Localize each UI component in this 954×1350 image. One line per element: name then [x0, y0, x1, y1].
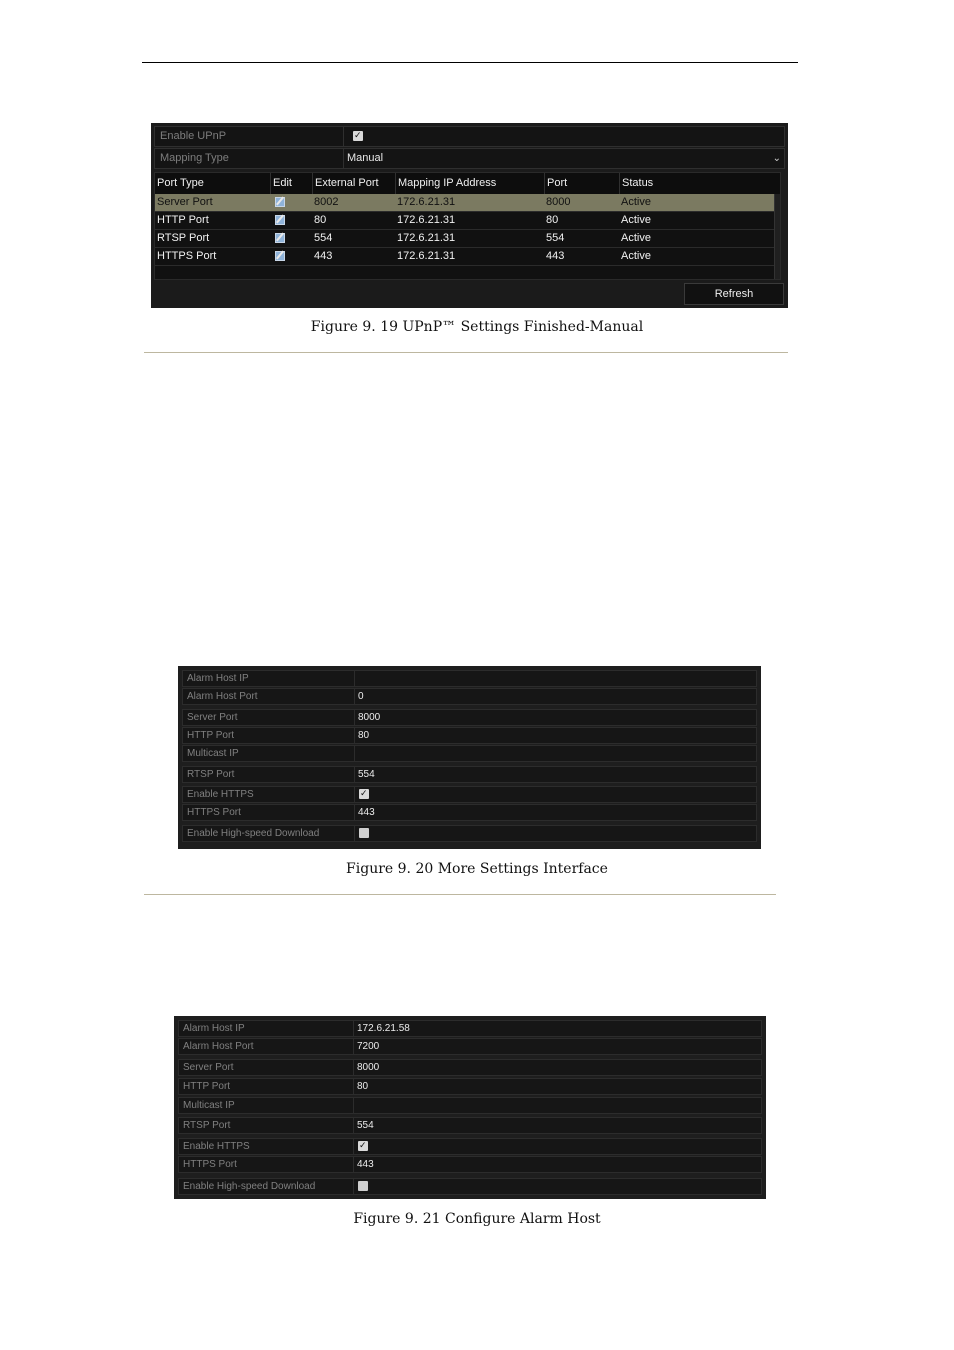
settings-value-field[interactable]: 443	[358, 807, 375, 818]
mapping-type-row	[154, 148, 785, 169]
settings-label: Enable HTTPS	[179, 1139, 354, 1154]
settings-label: Alarm Host IP	[179, 1021, 354, 1036]
settings-label: HTTP Port	[183, 728, 355, 743]
settings-row	[182, 786, 757, 803]
enable-high-speed-download-checkbox[interactable]	[358, 1181, 368, 1191]
settings-row	[178, 1078, 762, 1095]
settings-row	[182, 709, 757, 726]
table-row[interactable]	[155, 194, 774, 212]
alarm-host-settings-panel	[174, 1016, 766, 1199]
settings-label: RTSP Port	[179, 1118, 354, 1133]
settings-row	[178, 1097, 762, 1114]
enable-upnp-row	[154, 126, 785, 147]
settings-label: Enable High-speed Download	[179, 1179, 354, 1194]
settings-value-field[interactable]: 80	[358, 730, 370, 741]
settings-label: RTSP Port	[183, 767, 355, 782]
chevron-down-icon: ⌄	[772, 153, 781, 164]
table-row[interactable]	[155, 212, 774, 230]
settings-label: HTTP Port	[179, 1079, 354, 1094]
settings-row	[178, 1156, 762, 1173]
cell-port: 554	[546, 232, 565, 244]
cell-port-type: HTTPS Port	[157, 250, 217, 262]
settings-value-field[interactable]: 554	[357, 1120, 374, 1131]
upnp-settings-panel	[151, 123, 788, 308]
settings-value-field[interactable]: 0	[358, 691, 364, 702]
settings-row	[182, 825, 757, 842]
settings-value-field[interactable]	[357, 1098, 761, 1113]
cell-port: 443	[546, 250, 565, 262]
check-icon: ✓	[360, 789, 368, 799]
settings-label: Enable HTTPS	[183, 787, 355, 802]
settings-label: Multicast IP	[183, 746, 355, 761]
cell-port-type: RTSP Port	[157, 232, 210, 244]
column-header-external-port: External Port	[312, 173, 395, 194]
cell-mapping-ip: 172.6.21.31	[397, 232, 456, 244]
check-icon: ✓	[354, 131, 362, 141]
table-row[interactable]	[155, 248, 774, 266]
settings-value-field[interactable]: 443	[357, 1159, 374, 1170]
separator-rule	[144, 352, 788, 353]
edit-icon[interactable]	[275, 233, 285, 243]
cell-mapping-ip: 172.6.21.31	[397, 250, 456, 262]
refresh-button[interactable]: Refresh	[684, 283, 784, 305]
settings-value-field[interactable]	[358, 746, 756, 761]
settings-label: HTTPS Port	[179, 1157, 354, 1172]
column-header-edit: Edit	[270, 173, 312, 194]
check-icon: ✓	[359, 1141, 367, 1151]
separator-rule	[144, 894, 776, 895]
settings-row	[178, 1178, 762, 1195]
cell-external-port: 80	[314, 214, 327, 226]
table-row[interactable]	[155, 230, 774, 248]
settings-row	[178, 1117, 762, 1134]
settings-row	[182, 804, 757, 821]
settings-label: Enable High-speed Download	[183, 826, 355, 841]
settings-label: HTTPS Port	[183, 805, 355, 820]
figure-21-caption: Figure 9. 21 Configure Alarm Host	[353, 1211, 601, 1227]
settings-value-field[interactable]: 172.6.21.58	[357, 1023, 410, 1034]
enable-upnp-value	[347, 127, 784, 146]
enable-upnp-label: Enable UPnP	[155, 127, 344, 146]
settings-label: Alarm Host Port	[183, 689, 355, 704]
edit-icon[interactable]	[275, 251, 285, 261]
enable-upnp-checkbox[interactable]	[353, 131, 363, 141]
table-header	[155, 173, 780, 195]
cell-external-port: 443	[314, 250, 333, 262]
cell-port: 80	[546, 214, 559, 226]
mapping-type-select[interactable]	[347, 149, 784, 168]
cell-mapping-ip: 172.6.21.31	[397, 196, 456, 208]
settings-row	[178, 1059, 762, 1076]
settings-value-field[interactable]: 8000	[358, 712, 381, 723]
settings-label: Server Port	[183, 710, 355, 725]
settings-row	[178, 1020, 762, 1037]
column-header-port: Port	[544, 173, 619, 194]
cell-mapping-ip: 172.6.21.31	[397, 214, 456, 226]
enable-https-checkbox[interactable]	[359, 789, 369, 799]
header-rule	[142, 62, 798, 63]
mapping-type-value: Manual	[347, 152, 384, 164]
settings-value-field[interactable]: 7200	[357, 1041, 380, 1052]
enable-https-checkbox[interactable]	[358, 1141, 368, 1151]
column-header-status: Status	[619, 173, 774, 194]
figure-20-caption: Figure 9. 20 More Settings Interface	[346, 861, 608, 877]
settings-label: Server Port	[179, 1060, 354, 1075]
settings-row	[182, 688, 757, 705]
figure-19-caption: Figure 9. 19 UPnP™ Settings Finished-Manual	[310, 319, 644, 335]
port-mapping-table	[154, 172, 781, 280]
edit-icon[interactable]	[275, 215, 285, 225]
settings-value-field[interactable]: 80	[357, 1081, 369, 1092]
settings-row	[182, 670, 757, 687]
cell-status: Active	[621, 232, 651, 244]
column-header-mapping-ip: Mapping IP Address	[395, 173, 544, 194]
cell-port-type: Server Port	[157, 196, 213, 208]
column-header-port-type: Port Type	[157, 177, 204, 189]
cell-port-type: HTTP Port	[157, 214, 209, 226]
enable-high-speed-download-checkbox[interactable]	[359, 828, 369, 838]
more-settings-panel	[178, 666, 761, 849]
cell-status: Active	[621, 214, 651, 226]
settings-row	[182, 745, 757, 762]
settings-row	[182, 727, 757, 744]
cell-external-port: 554	[314, 232, 333, 244]
settings-label: Alarm Host Port	[179, 1039, 354, 1054]
table-scrollbar[interactable]	[774, 194, 780, 279]
settings-row	[178, 1038, 762, 1055]
settings-row	[182, 766, 757, 783]
settings-label: Multicast IP	[179, 1098, 354, 1113]
cell-external-port: 8002	[314, 196, 339, 208]
settings-label: Alarm Host IP	[183, 671, 355, 686]
mapping-type-label: Mapping Type	[155, 149, 344, 168]
settings-value-field[interactable]	[358, 671, 756, 686]
settings-value-field[interactable]: 554	[358, 769, 375, 780]
cell-status: Active	[621, 250, 651, 262]
cell-status: Active	[621, 196, 651, 208]
cell-port: 8000	[546, 196, 571, 208]
settings-row	[178, 1138, 762, 1155]
settings-value-field[interactable]: 8000	[357, 1062, 380, 1073]
edit-icon[interactable]	[275, 197, 285, 207]
